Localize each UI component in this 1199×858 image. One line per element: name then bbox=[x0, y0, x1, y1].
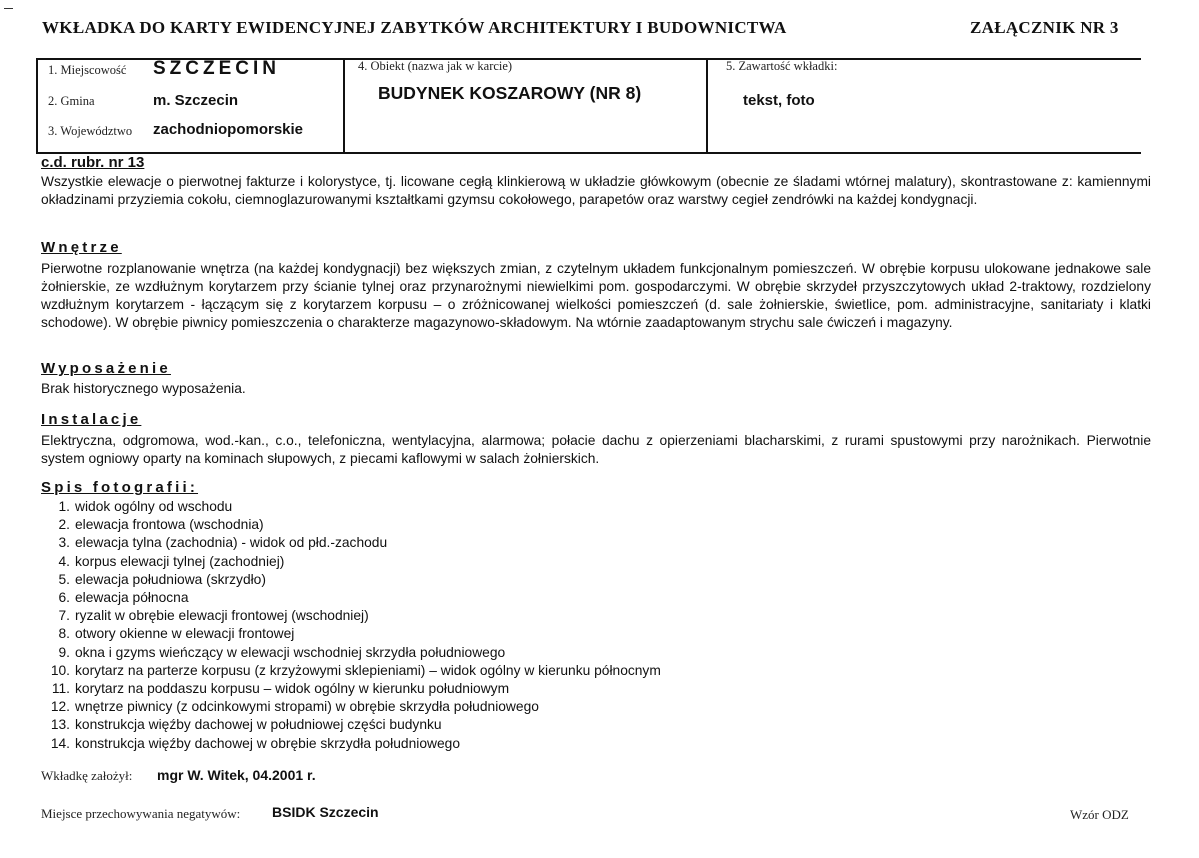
list-item: 13. konstrukcja więźby dachowej w południowej części budynku bbox=[50, 717, 442, 733]
list-item: 12. wnętrze piwnicy (z odcinkowymi stropami) w obrębie skrzydła południowego bbox=[50, 699, 539, 715]
box-left-border bbox=[36, 58, 38, 154]
equipment-text: Brak historycznego wyposażenia. bbox=[41, 381, 246, 396]
contents-value: tekst, foto bbox=[743, 92, 815, 109]
installations-heading: Instalacje bbox=[41, 411, 142, 428]
locality-value: SZCZECIN bbox=[153, 58, 280, 79]
author-label: Wkładkę założył: bbox=[41, 768, 133, 783]
voivodeship-label: 3. Województwo bbox=[48, 124, 133, 138]
list-item: 7. ryzalit w obrębie elewacji frontowej (wschodniej) bbox=[58, 608, 369, 624]
list-item: 11. korytarz na poddaszu korpusu – widok ogólny w kierunku południowym bbox=[51, 681, 510, 697]
author-value: mgr W. Witek, 04.2001 r. bbox=[157, 767, 316, 783]
interior-heading: Wnętrze bbox=[41, 239, 122, 256]
model-label: Wzór ODZ bbox=[1070, 807, 1129, 822]
photo-list bbox=[41, 498, 661, 753]
list-item: 6. elewacja północna bbox=[58, 590, 189, 606]
storage-value: BSIDK Szczecin bbox=[272, 804, 379, 820]
list-item: 3. elewacja tylna (zachodnia) - widok od płd.-zachodu bbox=[58, 535, 388, 551]
storage-label: Miejsce przechowywania negatywów: bbox=[41, 806, 241, 821]
object-label: 4. Obiekt (nazwa jak w karcie) bbox=[358, 59, 513, 73]
form-title: WKŁADKA DO KARTY EWIDENCYJNEJ ZABYTKÓW ARCHITEKTURY I BUDOWNICTWA bbox=[42, 18, 787, 37]
list-item: 5. elewacja południowa (skrzydło) bbox=[58, 571, 266, 587]
continuation-text: Wszystkie elewacje o pierwotnej fakturze i kolorystyce, tj. licowane cegłą klinkierową w układzie główkowym (obecnie ze śladami wtórnej malatury), skontrastowane z: kamiennymi okładzinami przyziemia cokołu, ciemnoglazurowanymi kształtkami gzymsu cokołowego, parapetów oraz warstwy cegieł zendrówki na każdej kondygnacji. bbox=[41, 174, 1151, 207]
installations-text: Elektryczna, odgromowa, wod.-kan., c.o., telefoniczna, wentylacyjna, alarmowa; połacie dachu z opierzeniami blacharskimi, z rurami spustowymi przy narożnikach. Pierwotnie system ogniowy oparty na kominach słupowych, z piecami kaflowymi w salach żołnierskich. bbox=[41, 433, 1151, 466]
interior-text: Pierwotne rozplanowanie wnętrza (na każdej kondygnacji) bez większych zmian, z czytelnym układem funkcjonalnym pomieszczeń. W obrębie korpusu ulokowane jednakowe sale żołnierskie, ze wzdłużnym korytarzem przy ścianie tylnej oraz przynarożnymi niewielkimi pom. gospodarczymi. W obrębie skrzydeł przyszczytowych układ 2-traktowy, rozdzielony wzdłużnym korytarzem - łączącym się z korytarzem korpusu – o zróżnicowanej wielkości pomieszczeń (d. sale żołnierskie, świetlice, pom. administracyjne, sanitariaty i klatki schodowe). W obrębie piwnicy pomieszczenia o charakterze magazynowo-składowym. Na wtórnie zaadaptowanym strychu sale ćwiczeń i magazyny. bbox=[41, 261, 1151, 330]
box-divider-2 bbox=[706, 58, 708, 154]
list-item: 14. konstrukcja więźby dachowej w obrębie skrzydła południowego bbox=[50, 735, 460, 751]
box-divider-1 bbox=[343, 58, 345, 154]
equipment-heading: Wyposażenie bbox=[41, 360, 171, 377]
list-item: 10. korytarz na parterze korpusu (z krzyżowymi sklepieniami) – widok ogólny w kierunku północnym bbox=[50, 662, 661, 678]
list-item: 9. okna i gzyms wieńczący w elewacji wschodniej skrzydła południowego bbox=[58, 644, 506, 660]
list-item: 2. elewacja frontowa (wschodnia) bbox=[58, 517, 264, 533]
locality-label: 1. Miejscowość bbox=[48, 63, 127, 77]
photos-heading: Spis fotografii: bbox=[41, 479, 199, 496]
commune-value: m. Szczecin bbox=[153, 92, 239, 109]
list-item: 1. widok ogólny od wschodu bbox=[58, 499, 233, 514]
scan-mark bbox=[4, 8, 13, 9]
contents-label: 5. Zawartość wkładki: bbox=[726, 59, 838, 73]
object-value: BUDYNEK KOSZAROWY (NR 8) bbox=[378, 83, 642, 103]
voivodeship-value: zachodniopomorskie bbox=[153, 121, 304, 138]
list-item: 4. korpus elewacji tylnej (zachodniej) bbox=[58, 553, 285, 569]
continuation-heading: c.d. rubr. nr 13 bbox=[41, 154, 145, 171]
box-bottom-border bbox=[36, 152, 1141, 154]
annex-number: ZAŁĄCZNIK NR 3 bbox=[970, 18, 1119, 37]
list-item: 8. otwory okienne w elewacji frontowej bbox=[58, 626, 295, 642]
commune-label: 2. Gmina bbox=[48, 94, 95, 108]
